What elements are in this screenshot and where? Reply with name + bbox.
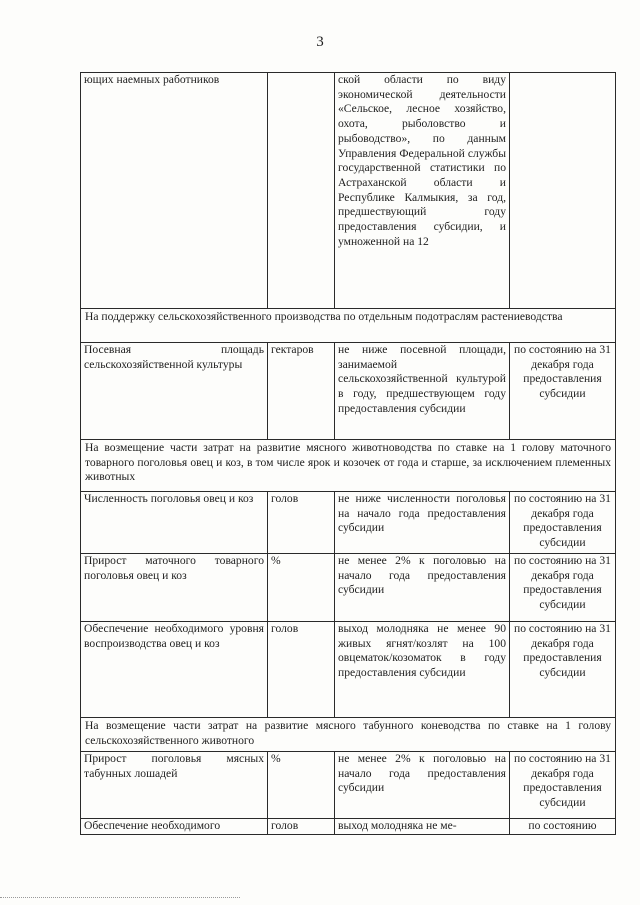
table-row bbox=[81, 819, 616, 835]
section-title: На возмещение части затрат на развитие мясного животноводства по ставке на 1 голову маточного товарного поголовья овец и коз, в том числе ярок и козочек от года и старше, за исключением племенных животных bbox=[81, 440, 616, 492]
value-cell: не ниже численности поголовья на начало года предоставления субсидии bbox=[335, 492, 510, 554]
indicator-cell: Посевная площадь сельскохозяйственной культуры bbox=[81, 343, 268, 440]
unit-cell: голов bbox=[268, 622, 335, 718]
indicators-table bbox=[80, 72, 616, 835]
section-header-row bbox=[81, 440, 616, 492]
table-row bbox=[81, 752, 616, 819]
section-header-row bbox=[81, 309, 616, 343]
date-cell: по состоянию bbox=[510, 819, 616, 835]
table-row bbox=[81, 554, 616, 622]
table-row bbox=[81, 622, 616, 718]
value-cell: не менее 2% к поголовью на начало года предоставления субсидии bbox=[335, 554, 510, 622]
section-title: На возмещение части затрат на развитие мясного табунного коневодства по ставке на 1 голову сельскохозяйственного животного bbox=[81, 718, 616, 752]
date-cell bbox=[510, 73, 616, 309]
value-cell: не менее 2% к поголовью на начало года предоставления субсидии bbox=[335, 752, 510, 819]
value-cell: не ниже посевной площади, занимаемой сельскохозяйственной культурой в году, предшествующем году предоставления субсидии bbox=[335, 343, 510, 440]
value-cell: выход молодняка не менее 90 живых ягнят/козлят на 100 овцематок/козоматок в году предоставления субсидии bbox=[335, 622, 510, 718]
page-number: 3 bbox=[316, 34, 324, 50]
table-row bbox=[81, 73, 616, 309]
date-cell: по состоянию на 31 декабря года предоставления субсидии bbox=[510, 343, 616, 440]
unit-cell: голов bbox=[268, 492, 335, 554]
unit-cell: % bbox=[268, 752, 335, 819]
section-title: На поддержку сельскохозяйственного производства по отдельным подотраслям растениеводства bbox=[81, 309, 616, 343]
section-header-row bbox=[81, 718, 616, 752]
indicator-cell: Обеспечение необходимого bbox=[81, 819, 268, 835]
table-row bbox=[81, 492, 616, 554]
unit-cell: % bbox=[268, 554, 335, 622]
date-cell: по состоянию на 31 декабря года предоставления субсидии bbox=[510, 492, 616, 554]
scan-edge-line bbox=[0, 897, 240, 898]
value-cell: ской области по виду экономической деятельности «Сельское, лесное хозяйство, охота, рыболовство и рыбоводство», по данным Управления Федеральной службы государственной статистики по Астраханской области и Республике Калмыкия, за год, предшествующий году предоставления субсидии, и умноженной на 12 bbox=[335, 73, 510, 309]
unit-cell: гектаров bbox=[268, 343, 335, 440]
indicator-cell: Численность поголовья овец и коз bbox=[81, 492, 268, 554]
date-cell: по состоянию на 31 декабря года предоставления субсидии bbox=[510, 554, 616, 622]
unit-cell bbox=[268, 73, 335, 309]
date-cell: по состоянию на 31 декабря года предоставления субсидии bbox=[510, 752, 616, 819]
indicator-cell: Обеспечение необходимого уровня воспроизводства овец и коз bbox=[81, 622, 268, 718]
value-cell: выход молодняка не ме- bbox=[335, 819, 510, 835]
date-cell: по состоянию на 31 декабря года предоставления субсидии bbox=[510, 622, 616, 718]
indicator-cell: Прирост поголовья мясных табунных лошадей bbox=[81, 752, 268, 819]
indicator-cell: Прирост маточного товарного поголовья овец и коз bbox=[81, 554, 268, 622]
table-row bbox=[81, 343, 616, 440]
indicator-cell: ющих наемных работников bbox=[81, 73, 268, 309]
unit-cell: голов bbox=[268, 819, 335, 835]
